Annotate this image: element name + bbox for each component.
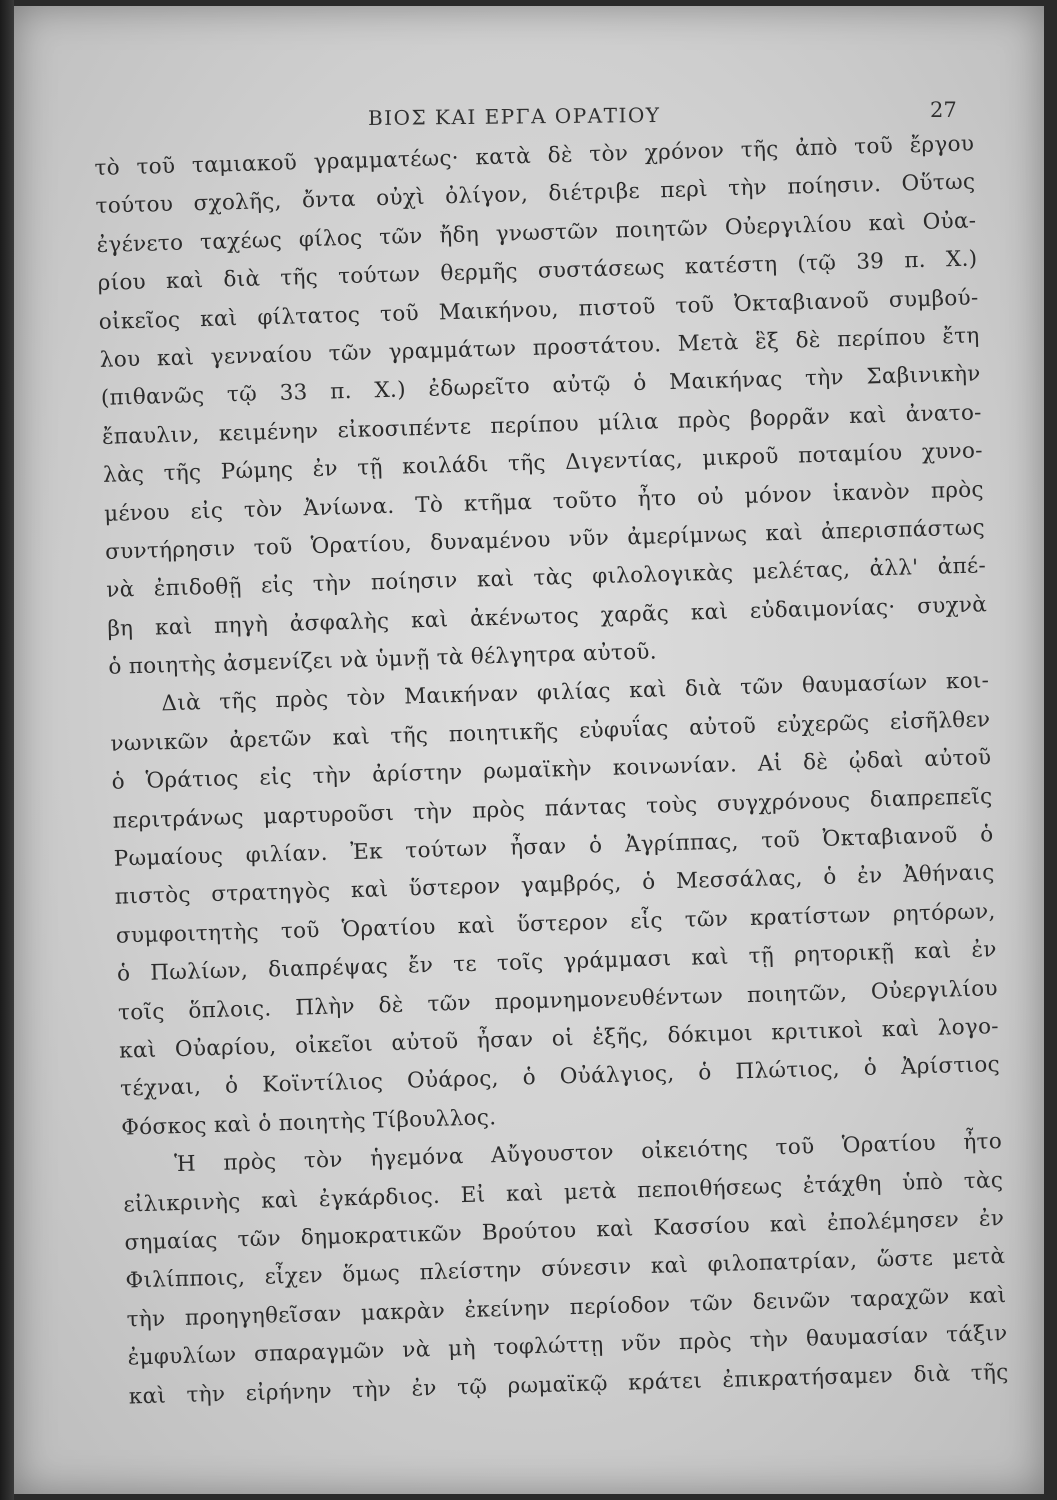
- text-line: τοῖς ὅπλοις. Πλὴν δὲ τῶν προμνημονευθέντων ποιητῶν, Οὐεργιλίου: [117, 975, 999, 1026]
- text-line: πιστὸς στρατηγὸς καὶ ὕστερον γαμβρός, ὁ Μεσσάλας, ὁ ἐν Ἀθήναις: [114, 860, 995, 911]
- text-line: τὸ τοῦ ταμιακοῦ γραμματέως· κατὰ δὲ τὸν χρόνον τῆς ἀπὸ τοῦ ἔργου: [94, 131, 975, 181]
- text-line: ἔπαυλιν, κειμένην εἰκοσιπέντε περίπου μίλια πρὸς βορρᾶν καὶ ἀνατο-: [101, 400, 983, 450]
- page-binding-edge: [0, 0, 14, 1500]
- text-line: Ἡ πρὸς τὸν ἡγεμόνα Αὔγουστον οἰκειότης τοῦ Ὁρατίου ἦτο: [174, 1129, 1003, 1178]
- text-line: ὁ Ὁράτιος εἰς τὴν ἀρίστην ρωμαϊκὴν κοινωνίαν. Αἱ δὲ ᾠδαὶ αὐτοῦ: [111, 745, 992, 795]
- text-line: νωνικῶν ἀρετῶν καὶ τῆς ποιητικῆς εὐφυΐας αὐτοῦ εὐχερῶς εἰσῆλθεν: [110, 707, 991, 757]
- text-line: βη καὶ πηγὴ ἀσφαλὴς καὶ ἀκένωτος χαρᾶς καὶ εὐδαιμονίας· συχνὰ: [107, 591, 988, 642]
- running-title: ΒΙΟΣ ΚΑΙ ΕΡΓΑ ΟΡΑΤΙΟΥ: [367, 102, 661, 130]
- text-line: ἐγένετο ταχέως φίλος τῶν ἤδη γνωστῶν ποιητῶν Οὐεργιλίου καὶ Οὐα-: [96, 208, 977, 258]
- text-line: οἰκεῖος καὶ φίλτατος τοῦ Μαικήνου, πιστοῦ τοῦ Ὀκταβιανοῦ συμβού-: [98, 284, 979, 335]
- text-line: συμφοιτητὴς τοῦ Ὁρατίου καὶ ὕστερον εἷς τῶν κρατίστων ρητόρων,: [115, 898, 996, 949]
- text-line: συντήρησιν τοῦ Ὁρατίου, δυναμένου νῦν ἀμερίμνως καὶ ἀπερισπάστως: [104, 515, 986, 565]
- text-line: Ρωμαίους φιλίαν. Ἐκ τούτων ἦσαν ὁ Ἀγρίππας, τοῦ Ὀκταβιανοῦ ὁ: [113, 822, 994, 872]
- text-line: Φόσκος καὶ ὁ ποιητὴς Τίβουλλος.: [120, 1104, 497, 1141]
- text-line: ὁ Πωλίων, διαπρέψας ἔν τε τοῖς γράμμασι καὶ τῇ ρητορικῇ καὶ ἐν: [116, 937, 998, 987]
- text-line: ἐμφυλίων σπαραγμῶν νὰ μὴ τοφλώττῃ νῦν πρὸς τὴν θαυμασίαν τάξιν: [127, 1321, 1008, 1371]
- text-line: καὶ τὴν εἰρήνην τὴν ἐν τῷ ρωμαϊκῷ κράτει ἐπικρατήσαμεν διὰ τῆς: [128, 1359, 1009, 1410]
- text-line: περιτράνως μαρτυροῦσι τὴν πρὸς πάντας τοὺς συγχρόνους διαπρεπεῖς: [112, 783, 993, 834]
- body-text: [94, 125, 1009, 1416]
- text-line: καὶ Οὐαρίου, οἰκεῖοι αὐτοῦ ἦσαν οἱ ἑξῆς, δόκιμοι κριτικοὶ καὶ λογο-: [118, 1014, 1000, 1064]
- text-line: τούτου σχολῆς, ὄντα οὐχὶ ὀλίγον, διέτριβε περὶ τὴν ποίησιν. Οὕτως: [95, 169, 976, 220]
- text-line: εἰλικρινὴς καὶ ἐγκάρδιος. Εἰ καὶ μετὰ πεποιθήσεως ἐτάχθη ὑπὸ τὰς: [123, 1167, 1004, 1218]
- text-line: (πιθανῶς τῷ 33 π. Χ.) ἐδωρεῖτο αὐτῷ ὁ Μαικήνας τὴν Σαβινικὴν: [100, 361, 981, 412]
- text-line: Φιλίπποις, εἶχεν ὅμως πλείστην σύνεσιν καὶ φιλοπατρίαν, ὥστε μετὰ: [125, 1244, 1006, 1294]
- text-line: λου καὶ γενναίου τῶν γραμμάτων προστάτου. Μετὰ ἓξ δὲ περίπου ἔτη: [99, 323, 980, 373]
- text-line: λὰς τῆς Ρώμης ἐν τῇ κοιλάδι τῆς Διγεντίας, μικροῦ ποταμίου χυνο-: [102, 438, 984, 488]
- text-line: τέχναι, ὁ Κοϊντίλιος Οὐάρος, ὁ Οὐάλγιος, ὁ Πλώτιος, ὁ Ἀρίστιος: [119, 1052, 1001, 1103]
- text-line: ὁ ποιητὴς ἀσμενίζει νὰ ὑμνῇ τὰ θέλγητρα αὐτοῦ.: [108, 639, 658, 680]
- text-line: σημαίας τῶν δημοκρατικῶν Βρούτου καὶ Κασσίου καὶ ἐπολέμησεν ἐν: [124, 1205, 1005, 1256]
- page-number: 27: [930, 98, 957, 122]
- text-line: Διὰ τῆς πρὸς τὸν Μαικήναν φιλίας καὶ διὰ τῶν θαυμασίων κοι-: [161, 668, 990, 717]
- text-line: ρίου καὶ διὰ τῆς τούτων θερμῆς συστάσεως κατέστη (τῷ 39 π. Χ.): [97, 246, 978, 297]
- text-line: μένου εἰς τὸν Ἀνίωνα. Τὸ κτῆμα τοῦτο ἦτο οὐ μόνον ἱκανὸν πρὸς: [103, 476, 985, 527]
- text-line: νὰ ἐπιδοθῇ εἰς τὴν ποίησιν καὶ τὰς φιλολογικὰς μελέτας, ἀλλ' ἀπέ-: [105, 553, 987, 604]
- text-line: τὴν προηγηθεῖσαν μακρὰν ἐκείνην περίοδον τῶν δεινῶν ταραχῶν καὶ: [126, 1282, 1007, 1333]
